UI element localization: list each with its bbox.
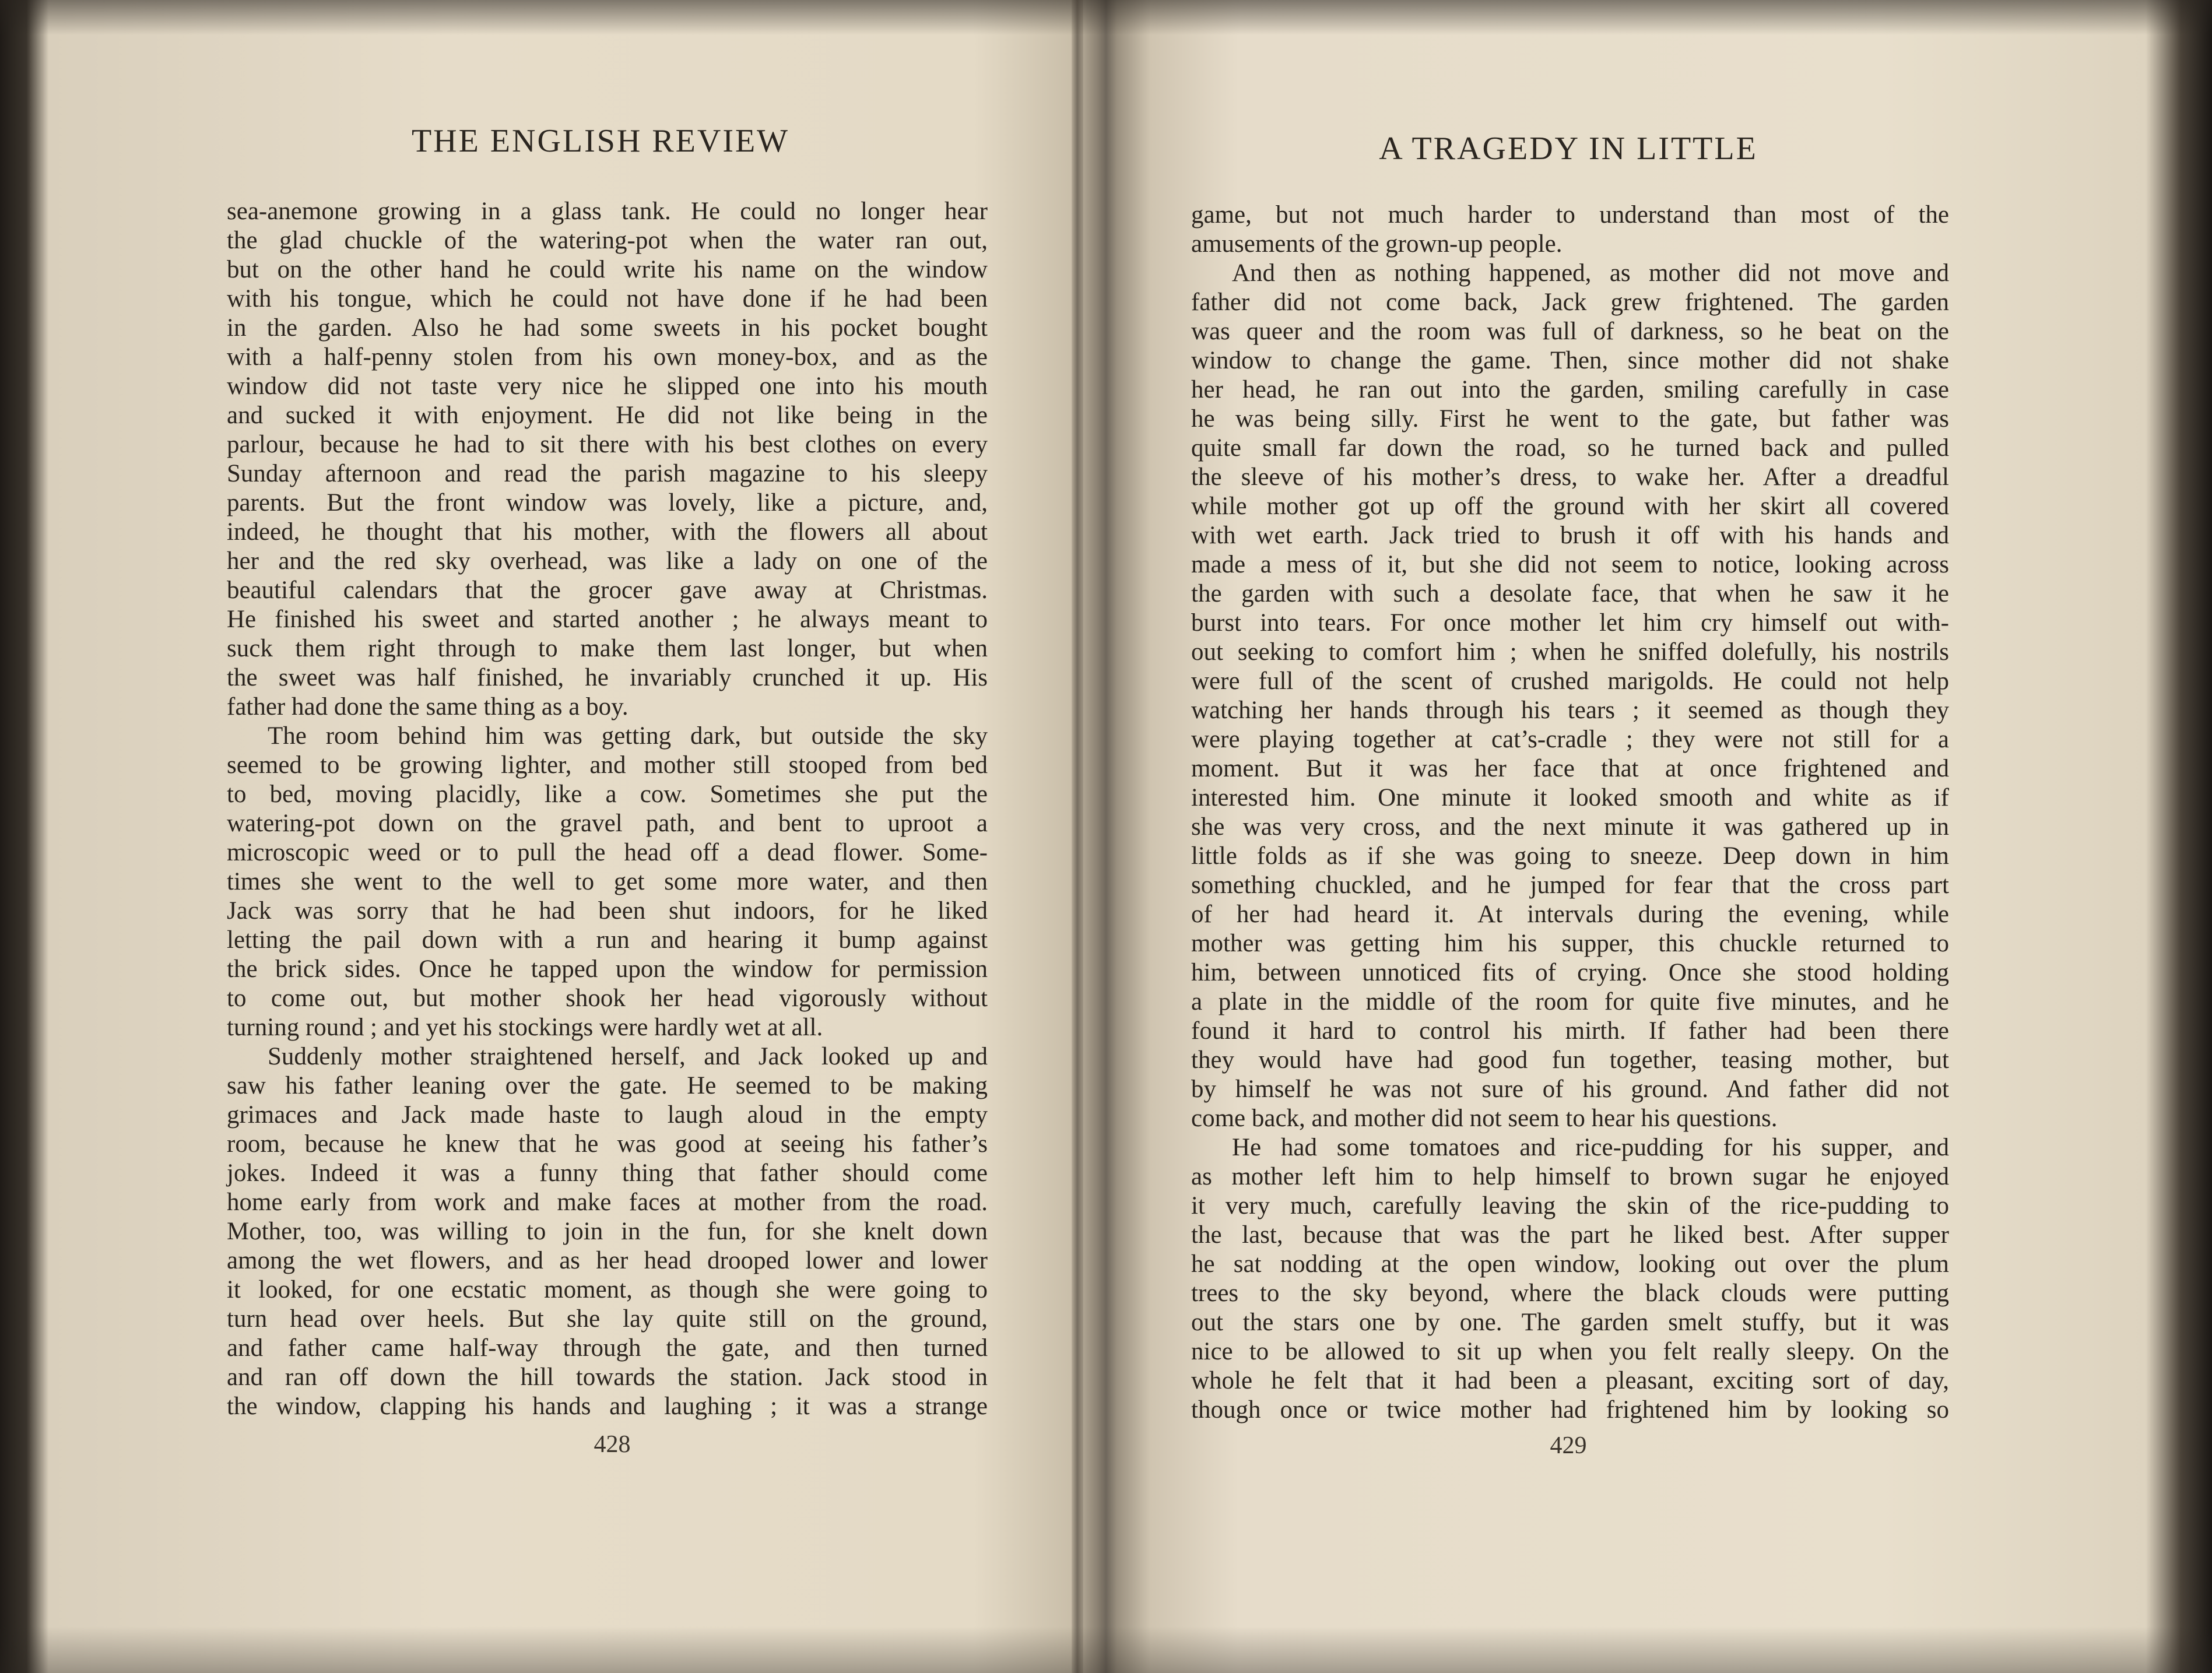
text-line: he sat nodding at the open window, looking out over the plum bbox=[1191, 1250, 1949, 1278]
text-line: father did not come back, Jack grew frightened. The garden bbox=[1191, 289, 1949, 316]
book-gutter bbox=[1072, 0, 1083, 1673]
text-line: to come out, but mother shook her head vigorously without bbox=[227, 985, 988, 1012]
text-line: were full of the scent of crushed marigolds. He could not help bbox=[1191, 667, 1949, 695]
text-line: with a half-penny stolen from his own money-box, and as the bbox=[227, 343, 988, 371]
text-line: and ran off down the hill towards the station. Jack stood in bbox=[227, 1363, 988, 1391]
text-line: jokes. Indeed it was a funny thing that father should come bbox=[227, 1159, 988, 1187]
text-line: Jack was sorry that he had been shut indoors, for he liked bbox=[227, 897, 988, 925]
text-line: suck them right through to make them last longer, but when bbox=[227, 635, 988, 662]
text-line: burst into tears. For once mother let him cry himself out with- bbox=[1191, 609, 1949, 637]
text-line: saw his father leaning over the gate. He seemed to be making bbox=[227, 1072, 988, 1099]
text-line: made a mess of it, but she did not seem to notice, looking across bbox=[1191, 551, 1949, 578]
text-line: as mother left him to help himself to brown sugar he enjoyed bbox=[1191, 1163, 1949, 1190]
text-line: out the stars one by one. The garden smelt stuffy, but it was bbox=[1191, 1309, 1949, 1336]
text-line: they would have had good fun together, teasing mother, but bbox=[1191, 1046, 1949, 1074]
text-line: quite small far down the road, so he turned back and pulled bbox=[1191, 434, 1949, 462]
text-line: parlour, because he had to sit there with his best clothes on every bbox=[227, 431, 988, 458]
text-line: parents. But the front window was lovely, like a picture, and, bbox=[227, 489, 988, 516]
text-line: moment. But it was her face that at once frightened and bbox=[1191, 755, 1949, 782]
text-line: with wet earth. Jack tried to brush it off with his hands and bbox=[1191, 522, 1949, 549]
text-line: her and the red sky overhead, was like a lady on one of the bbox=[227, 547, 988, 575]
text-line: it very much, carefully leaving the skin of the rice-pudding to bbox=[1191, 1192, 1949, 1219]
text-line: to bed, moving placidly, like a cow. Sometimes she put the bbox=[227, 781, 988, 808]
right-running-head: A TRAGEDY IN LITTLE bbox=[1379, 131, 1758, 167]
text-line: while mother got up off the ground with her skirt all covered bbox=[1191, 493, 1949, 520]
text-line: game, but not much harder to understand than most of the bbox=[1191, 201, 1949, 229]
text-line: indeed, he thought that his mother, with the flowers all about bbox=[227, 518, 988, 546]
text-line: she was very cross, and the next minute it was gathered up in bbox=[1191, 813, 1949, 841]
text-line: him, between unnoticed fits of crying. Once she stood holding bbox=[1191, 959, 1949, 986]
text-line: by himself he was not sure of his ground. And father did not bbox=[1191, 1076, 1949, 1103]
text-line: letting the pail down with a run and hearing it bump against bbox=[227, 926, 988, 954]
text-line: Suddenly mother straightened herself, and Jack looked up and bbox=[268, 1043, 988, 1070]
text-line: He finished his sweet and started another ; he always meant to bbox=[227, 606, 988, 633]
left-body-text bbox=[227, 197, 988, 1421]
text-line: the garden with such a desolate face, that when he saw it he bbox=[1191, 580, 1949, 607]
text-line: a plate in the middle of the room for quite five minutes, and he bbox=[1191, 988, 1949, 1015]
text-line: the sleeve of his mother’s dress, to wake her. After a dreadful bbox=[1191, 463, 1949, 491]
text-line: seemed to be growing lighter, and mother still stooped from bed bbox=[227, 751, 988, 779]
text-line: mother was getting him his supper, this chuckle returned to bbox=[1191, 930, 1949, 957]
text-line: the glad chuckle of the watering-pot when the water ran out, bbox=[227, 227, 988, 254]
text-line: found it hard to control his mirth. If father had been there bbox=[1191, 1017, 1949, 1045]
text-line: in the garden. Also he had some sweets in his pocket bought bbox=[227, 314, 988, 342]
text-line: The room behind him was getting dark, but outside the sky bbox=[268, 722, 988, 750]
text-line: something chuckled, and he jumped for fear that the cross part bbox=[1191, 871, 1949, 899]
bottom-shadow bbox=[0, 1626, 2212, 1673]
text-line: whole he felt that it had been a pleasant, exciting sort of day, bbox=[1191, 1367, 1949, 1394]
text-line: times she went to the well to get some more water, and then bbox=[227, 868, 988, 895]
text-line: was queer and the room was full of darkness, so he beat on the bbox=[1191, 318, 1949, 345]
text-line: beautiful calendars that the grocer gave away at Christmas. bbox=[227, 577, 988, 604]
top-shadow bbox=[0, 0, 2212, 35]
text-line: sea-anemone growing in a glass tank. He could no longer hear bbox=[227, 198, 988, 225]
text-line: grimaces and Jack made haste to laugh aloud in the empty bbox=[227, 1101, 988, 1129]
text-line: Sunday afternoon and read the parish magazine to his sleepy bbox=[227, 460, 988, 487]
text-line: watering-pot down on the gravel path, and bent to uproot a bbox=[227, 810, 988, 837]
text-line: trees to the sky beyond, where the black clouds were putting bbox=[1191, 1280, 1949, 1307]
text-line: it looked, for one ecstatic moment, as though she were going to bbox=[227, 1276, 988, 1303]
text-line: room, because he knew that he was good at seeing his father’s bbox=[227, 1130, 988, 1158]
right-page-number: 429 bbox=[1550, 1432, 1587, 1459]
text-line: the window, clapping his hands and laughing ; it was a strange bbox=[227, 1393, 988, 1420]
text-line: were playing together at cat’s-cradle ; they were not still for a bbox=[1191, 726, 1949, 753]
text-line: he was being silly. First he went to the gate, but father was bbox=[1191, 405, 1949, 433]
text-line: nice to be allowed to sit up when you felt really sleepy. On the bbox=[1191, 1338, 1949, 1365]
text-line: but on the other hand he could write his name on the window bbox=[227, 256, 988, 283]
text-line: window to change the game. Then, since mother did not shake bbox=[1191, 347, 1949, 374]
text-line: And then as nothing happened, as mother did not move and bbox=[1232, 259, 1949, 287]
text-line: Mother, too, was willing to join in the fun, for she knelt down bbox=[227, 1218, 988, 1245]
left-page-number: 428 bbox=[594, 1431, 631, 1458]
text-line: watching her hands through his tears ; it seemed as though they bbox=[1191, 697, 1949, 724]
text-line: of her had heard it. At intervals during the evening, while bbox=[1191, 901, 1949, 928]
text-line: interested him. One minute it looked smooth and white as if bbox=[1191, 784, 1949, 811]
text-line: among the wet flowers, and as her head drooped lower and lower bbox=[227, 1247, 988, 1274]
text-line: come back, and mother did not seem to hear his questions. bbox=[1191, 1105, 1778, 1132]
text-line: the last, because that was the part he liked best. After supper bbox=[1191, 1221, 1949, 1249]
text-line: with his tongue, which he could not have done if he had been bbox=[227, 285, 988, 312]
text-line: her head, he ran out into the garden, smiling carefully in case bbox=[1191, 376, 1949, 403]
right-body-text bbox=[1191, 201, 1949, 1425]
text-line: and sucked it with enjoyment. He did not like being in the bbox=[227, 402, 988, 429]
text-line: amusements of the grown-up people. bbox=[1191, 230, 1563, 258]
text-line: out seeking to comfort him ; when he sniffed dolefully, his nostrils bbox=[1191, 638, 1949, 666]
text-line: and father came half-way through the gate, and then turned bbox=[227, 1334, 988, 1362]
text-line: though once or twice mother had frightened him by looking so bbox=[1191, 1396, 1949, 1424]
left-running-head: THE ENGLISH REVIEW bbox=[411, 123, 790, 159]
text-line: little folds as if she was going to sneeze. Deep down in him bbox=[1191, 842, 1949, 870]
text-line: microscopic weed or to pull the head off a dead flower. Some- bbox=[227, 839, 988, 866]
text-line: turn head over heels. But she lay quite still on the ground, bbox=[227, 1305, 988, 1333]
text-line: the sweet was half finished, he invariably crunched it up. His bbox=[227, 664, 988, 691]
text-line: window did not taste very nice he slipped one into his mouth bbox=[227, 372, 988, 400]
text-line: turning round ; and yet his stockings were hardly wet at all. bbox=[227, 1014, 823, 1041]
text-line: home early from work and make faces at mother from the road. bbox=[227, 1189, 988, 1216]
text-line: father had done the same thing as a boy. bbox=[227, 693, 629, 720]
text-line: the brick sides. Once he tapped upon the window for permission bbox=[227, 955, 988, 983]
text-line: He had some tomatoes and rice-pudding for his supper, and bbox=[1232, 1134, 1949, 1161]
